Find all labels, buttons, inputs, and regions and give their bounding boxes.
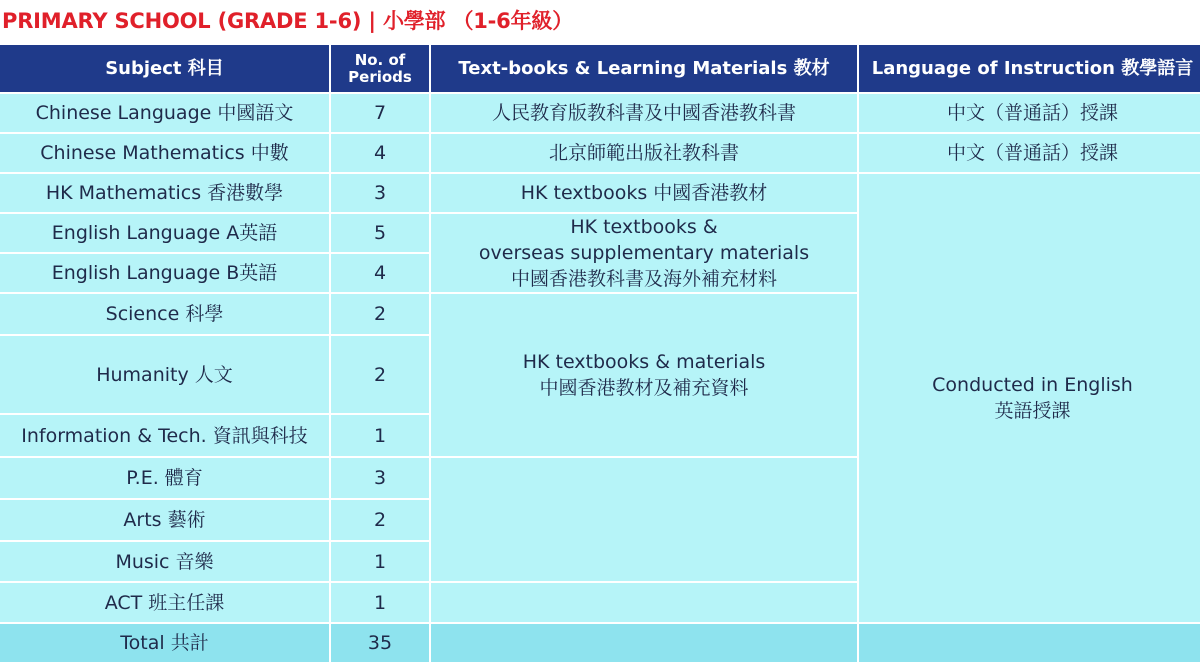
subject-cell: Music 音樂 [0,542,329,581]
periods-cell: 5 [331,214,429,252]
language-english-line1: Conducted in English [932,374,1133,396]
language-cell-english [859,174,1200,622]
materials-english-line1: HK textbooks & [570,216,718,238]
periods-cell: 4 [331,254,429,292]
subject-cell: Science 科學 [0,294,329,334]
materials-cell-empty [431,583,857,622]
language-cell: 中文（普通話）授課 [859,94,1200,132]
periods-cell: 1 [331,542,429,581]
subject-cell: Chinese Language 中國語文 [0,94,329,132]
header-periods-line1: No. of [354,50,406,69]
subject-cell: Information & Tech. 資訊與科技 [0,415,329,456]
header-periods [331,45,429,92]
subject-cell: Arts 藝術 [0,500,329,540]
materials-cell: HK textbooks 中國香港教材 [431,174,857,212]
subject-cell: Chinese Mathematics 中數 [0,134,329,172]
language-cell: 中文（普通話）授課 [859,134,1200,172]
materials-cell-others [431,294,857,456]
periods-cell: 1 [331,415,429,456]
total-materials-empty [431,624,857,662]
subject-cell: English Language B英語 [0,254,329,292]
subject-cell: English Language A英語 [0,214,329,252]
header-periods-line2: Periods [348,67,412,86]
periods-cell: 2 [331,336,429,413]
periods-cell: 7 [331,94,429,132]
page-title: PRIMARY SCHOOL (GRADE 1-6) | 小學部 （1-6年級） [2,9,573,33]
materials-cell: 人民教育版教科書及中國香港教科書 [431,94,857,132]
materials-others-line1: HK textbooks & materials [522,351,766,373]
subject-cell: Humanity 人文 [0,336,329,413]
periods-cell: 4 [331,134,429,172]
header-materials: Text-books & Learning Materials 教材 [431,45,857,92]
total-language-empty [859,624,1200,662]
total-periods: 35 [331,624,429,662]
periods-cell: 3 [331,458,429,498]
header-language: Language of Instruction 教學語言 [859,45,1200,92]
materials-english-line2: overseas supplementary materials [478,242,810,264]
materials-cell-english [431,214,857,292]
periods-cell: 3 [331,174,429,212]
subject-cell: ACT 班主任課 [0,583,329,622]
materials-english-line3: 中國香港教科書及海外補充材料 [510,268,777,290]
subject-cell: HK Mathematics 香港數學 [0,174,329,212]
subject-cell: P.E. 體育 [0,458,329,498]
materials-cell-empty [431,458,857,581]
language-english-line2: 英語授課 [994,400,1071,422]
periods-cell: 2 [331,294,429,334]
periods-cell: 1 [331,583,429,622]
header-subject: Subject 科目 [0,45,329,92]
total-label: Total 共計 [0,624,329,662]
materials-others-line2: 中國香港教材及補充資料 [539,377,749,399]
curriculum-table [0,45,1200,654]
materials-cell: 北京師範出版社教科書 [431,134,857,172]
periods-cell: 2 [331,500,429,540]
